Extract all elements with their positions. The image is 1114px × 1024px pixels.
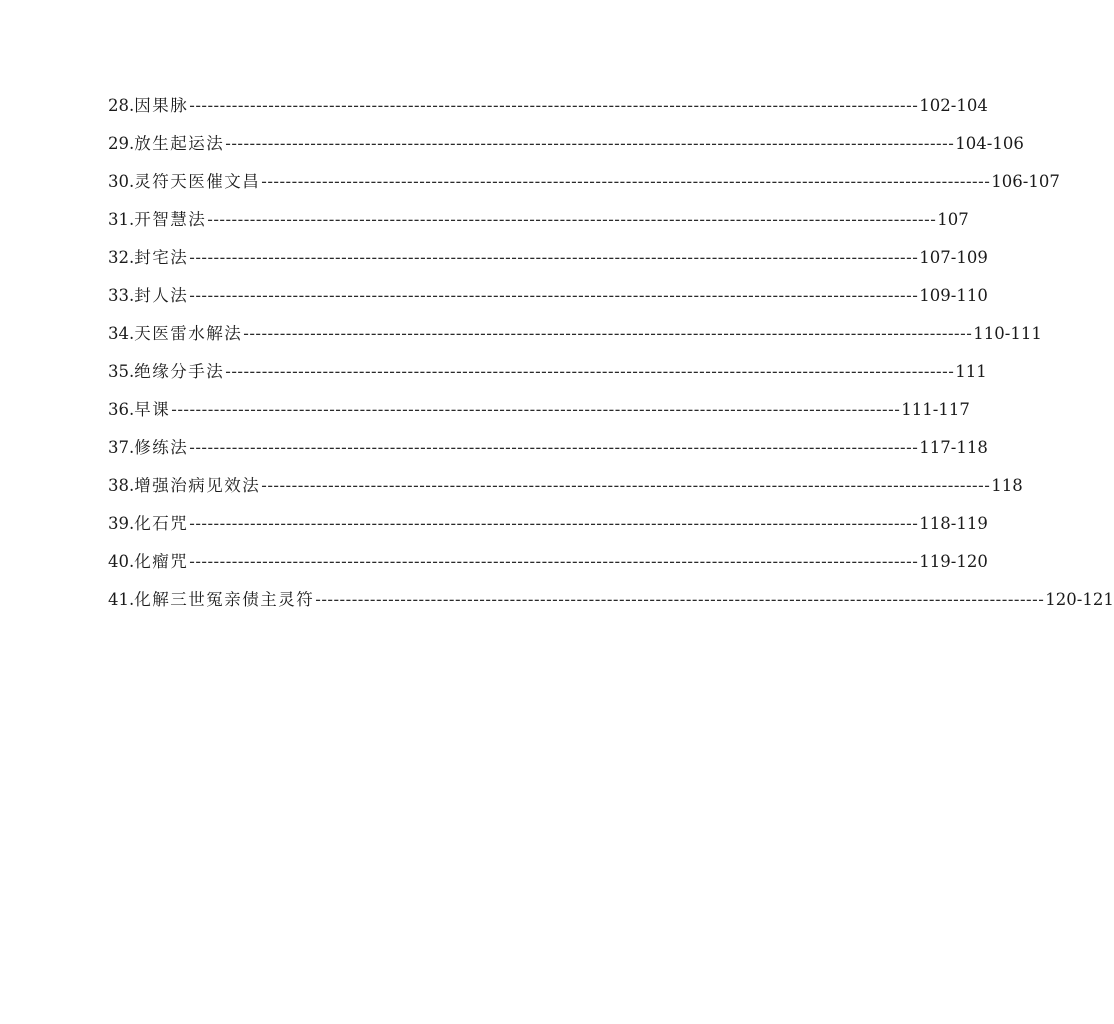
toc-dash-leader: ------------------------------------------------------------------------------------------------------------------------ (189, 248, 919, 267)
toc-entry-title: 化解三世冤亲债主灵符 (134, 590, 315, 609)
toc-dash-leader: ------------------------------------------------------------------------------------------------------------------------ (189, 514, 919, 533)
toc-entry-title: 天医雷水解法 (134, 324, 243, 343)
toc-entry (108, 170, 1060, 208)
toc-dash-leader: ------------------------------------------------------------------------------------------------------------------------ (189, 438, 919, 457)
toc-dash-leader: ------------------------------------------------------------------------------------------------------------------------ (189, 286, 919, 305)
toc-dash-leader: ------------------------------------------------------------------------------------------------------------------------ (189, 96, 919, 115)
toc-entry (108, 360, 987, 398)
toc-entry (108, 94, 988, 132)
toc-entry-number: 32. (108, 248, 135, 267)
toc-entry-title: 封人法 (134, 286, 189, 305)
toc-entry-title: 修练法 (134, 438, 189, 457)
toc-entry-pages: 102-104 (919, 96, 988, 115)
toc-entry-title: 封宅法 (134, 248, 189, 267)
toc-entry-pages: 111-117 (901, 400, 970, 419)
toc-entry-title: 化石咒 (134, 514, 189, 533)
toc-entry-number: 34. (108, 324, 135, 343)
toc-entry (108, 246, 988, 284)
toc-entry-number: 39. (108, 514, 135, 533)
toc-entry-number: 28. (108, 96, 135, 115)
toc-entry-pages: 120-121 (1045, 590, 1114, 609)
toc-dash-leader: ------------------------------------------------------------------------------------------------------------------------ (207, 210, 937, 229)
toc-dash-leader: ------------------------------------------------------------------------------------------------------------------------ (243, 324, 973, 343)
toc-entry-title: 早课 (134, 400, 171, 419)
toc-entry (108, 208, 969, 246)
toc-entry (108, 398, 970, 436)
toc-entry-number: 30. (108, 172, 135, 191)
toc-entry (108, 512, 988, 550)
toc-entry-number: 29. (108, 134, 135, 153)
toc-entry-number: 31. (108, 210, 135, 229)
toc-entry (108, 132, 1024, 170)
toc-dash-leader: ------------------------------------------------------------------------------------------------------------------------ (189, 552, 919, 571)
toc-entry-number: 38. (108, 476, 135, 495)
toc-entry (108, 474, 1023, 512)
toc-entry-pages: 118 (991, 476, 1023, 495)
toc-entry (108, 322, 1042, 360)
toc-dash-leader: ------------------------------------------------------------------------------------------------------------------------ (225, 134, 955, 153)
toc-entry-pages: 109-110 (919, 286, 988, 305)
toc-entry (108, 284, 988, 322)
toc-entry (108, 436, 988, 474)
toc-entry-title: 因果脉 (134, 96, 189, 115)
toc-entry-pages: 119-120 (919, 552, 988, 571)
toc-entry-pages: 117-118 (919, 438, 988, 457)
toc-entry (108, 588, 1114, 626)
toc-entry-pages: 107 (937, 210, 969, 229)
toc-entry-title: 绝缘分手法 (134, 362, 225, 381)
toc-entry-title: 灵符天医催文昌 (134, 172, 261, 191)
toc-dash-leader: ------------------------------------------------------------------------------------------------------------------------ (261, 476, 991, 495)
toc-entry-number: 33. (108, 286, 135, 305)
toc-entry-number: 40. (108, 552, 135, 571)
toc-entry-pages: 107-109 (919, 248, 988, 267)
toc-entry-number: 41. (108, 590, 135, 609)
toc-entry-pages: 104-106 (955, 134, 1024, 153)
toc-dash-leader: ------------------------------------------------------------------------------------------------------------------------ (171, 400, 901, 419)
toc-entry-pages: 111 (955, 362, 987, 381)
toc-entry-title: 增强治病见效法 (134, 476, 261, 495)
toc-entry-title: 化瘤咒 (134, 552, 189, 571)
toc-entry-pages: 106-107 (991, 172, 1060, 191)
toc-dash-leader: ------------------------------------------------------------------------------------------------------------------------ (261, 172, 991, 191)
toc-entry (108, 550, 988, 588)
toc-entry-title: 放生起运法 (134, 134, 225, 153)
table-of-contents (108, 94, 1114, 626)
toc-dash-leader: ------------------------------------------------------------------------------------------------------------------------ (315, 590, 1045, 609)
toc-entry-number: 37. (108, 438, 135, 457)
toc-entry-title: 开智慧法 (134, 210, 207, 229)
toc-entry-pages: 110-111 (973, 324, 1042, 343)
toc-dash-leader: ------------------------------------------------------------------------------------------------------------------------ (225, 362, 955, 381)
toc-entry-number: 36. (108, 400, 135, 419)
toc-entry-number: 35. (108, 362, 135, 381)
toc-entry-pages: 118-119 (919, 514, 988, 533)
